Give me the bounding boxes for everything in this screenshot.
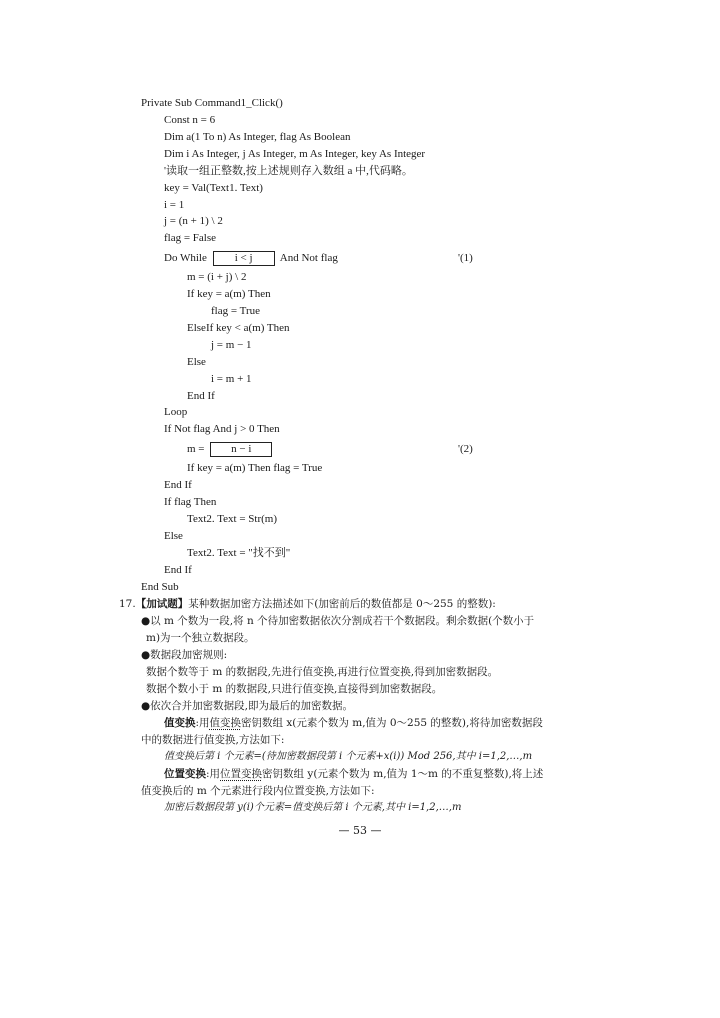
desc-text: 值变换后的 m 个元素进行段内位置变换,方法如下:: [141, 785, 375, 797]
blank-label-2: '(2): [458, 443, 473, 455]
blank-label-1: '(1): [458, 252, 473, 264]
code-line: m = (i + j) \ 2: [187, 271, 247, 283]
bullet-text: ●依次合并加密数据段,即为最后的加密数据。: [141, 700, 353, 712]
code-line: Text2. Text = Str(m): [187, 513, 278, 525]
rule-text: 数据个数小于 m 的数据段,只进行值变换,直接得到加密数据段。: [146, 683, 443, 695]
answer-box-2: n − i: [210, 442, 272, 457]
question-number: 17.: [119, 598, 136, 610]
code-line: If Not flag And j > 0 Then: [164, 423, 280, 435]
bullet-text: m)为一个独立数据段。: [146, 632, 255, 644]
value-formula: 值变换后第 i 个元素=(待加密数据段第 i 个元素+x(i)) Mod 256,其中 i=1,2,…,m: [164, 751, 533, 762]
code-line: j = m − 1: [211, 339, 252, 351]
desc-text: 密钥数组 x(元素个数为 m,值为 0～255 的整数),将待加密数据段: [241, 717, 543, 729]
code-line: ElseIf key < a(m) Then: [187, 322, 290, 334]
code-line-assign-m: [187, 442, 275, 457]
code-line: End If: [164, 564, 192, 576]
code-comment: '读取一组正整数,按上述规则存入数组 a 中,代码略。: [164, 165, 413, 177]
code-line: flag = True: [211, 305, 260, 317]
code-line: flag = False: [164, 232, 217, 244]
code-line: If key = a(m) Then flag = True: [187, 462, 323, 474]
code-line-do-while: [164, 251, 338, 266]
code-line: i = m + 1: [211, 373, 252, 385]
code-line: Loop: [164, 406, 188, 418]
value-transform-title: 值变换: [164, 717, 196, 729]
code-line: End If: [164, 479, 192, 491]
code-line: Dim a(1 To n) As Integer, flag As Boolean: [164, 131, 351, 143]
answer-box-1: i < j: [213, 251, 275, 266]
code-keyword: Do While: [164, 252, 207, 264]
code-line: End If: [187, 390, 215, 402]
position-formula: 加密后数据段第 y(i)个元素=值变换后第 i 个元素,其中 i=1,2,…,m: [164, 802, 462, 813]
code-line: Const n = 6: [164, 114, 216, 126]
code-line: Else: [187, 356, 206, 368]
position-transform-desc: [164, 767, 543, 781]
emphasis-text: 值变换: [209, 717, 242, 729]
code-line: End Sub: [141, 581, 179, 593]
bullet-text: ●数据段加密规则:: [141, 649, 228, 661]
desc-text: :用: [206, 768, 221, 780]
code-line: If flag Then: [164, 496, 217, 508]
code-line: If key = a(m) Then: [187, 288, 271, 300]
desc-text: :用: [195, 717, 210, 729]
code-line: Private Sub Command1_Click(): [141, 97, 283, 109]
question-tag: 【加试题】: [135, 598, 189, 610]
emphasis-text: 位置变换: [220, 768, 263, 780]
value-transform-desc: [164, 716, 543, 730]
code-keyword: m =: [187, 443, 205, 455]
bullet-text: ●以 m 个数为一段,将 n 个待加密数据依次分割成若干个数据段。剩余数据(个数小于: [141, 615, 535, 627]
question-heading: [119, 597, 496, 611]
code-line: Else: [164, 530, 183, 542]
code-line: key = Val(Text1. Text): [164, 182, 263, 194]
code-line: Dim i As Integer, j As Integer, m As Integer, key As Integer: [164, 148, 426, 160]
code-line: Text2. Text = "找不到": [187, 547, 291, 559]
desc-text: 中的数据进行值变换,方法如下:: [141, 734, 285, 746]
desc-text: 密钥数组 y(元素个数为 m,值为 1～m 的不重复整数),将上述: [262, 768, 544, 780]
code-line: j = (n + 1) \ 2: [164, 215, 223, 227]
code-line: i = 1: [164, 199, 185, 211]
page-number: — 53 —: [338, 824, 382, 837]
question-intro: 某种数据加密方法描述如下(加密前后的数值都是 0～255 的整数):: [188, 598, 496, 610]
rule-text: 数据个数等于 m 的数据段,先进行值变换,再进行位置变换,得到加密数据段。: [146, 666, 499, 678]
position-transform-title: 位置变换: [164, 768, 206, 780]
code-keyword: And Not flag: [279, 252, 338, 264]
